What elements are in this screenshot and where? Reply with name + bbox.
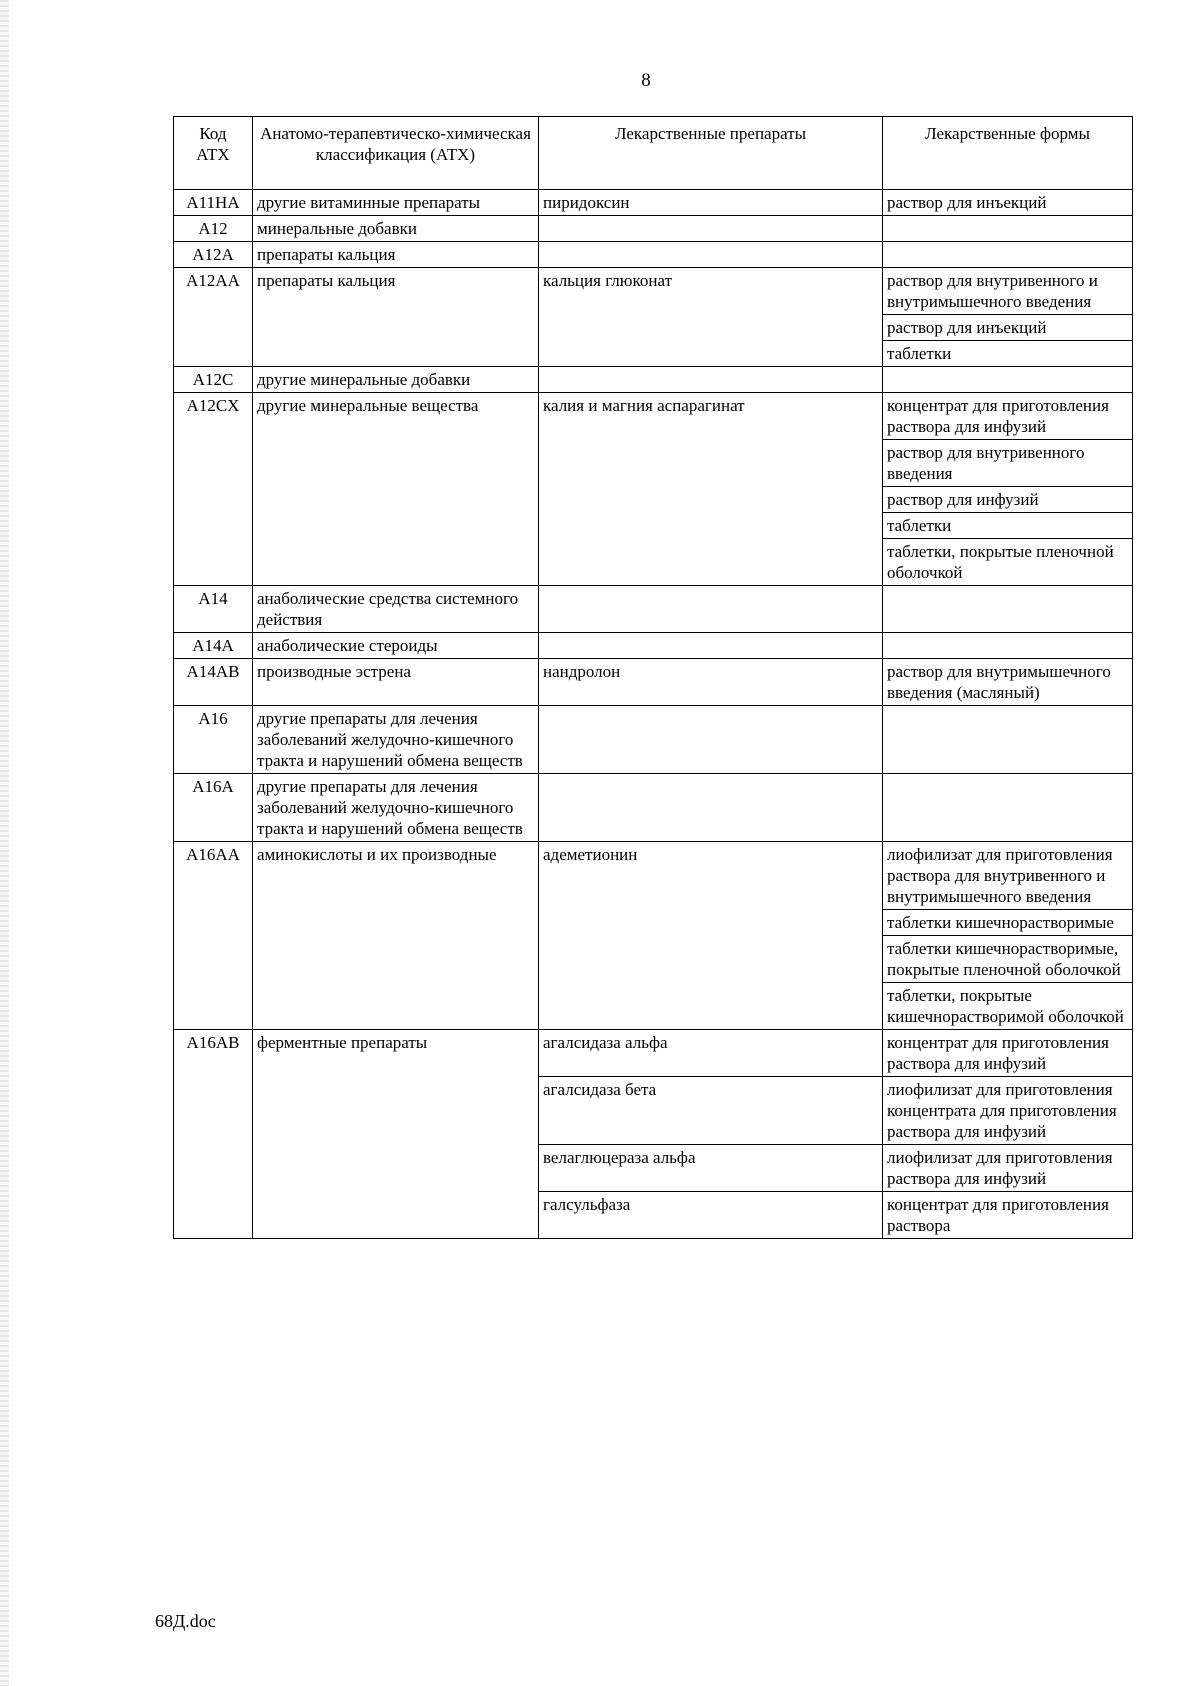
atx-classification: препараты кальция — [253, 242, 539, 268]
table-row — [174, 393, 1133, 440]
header-drugs-label: Лекарственные препараты — [614, 124, 807, 143]
dosage-form: раствор для инфузий — [883, 487, 1133, 513]
atx-classification: ферментные препараты — [253, 1030, 539, 1239]
atx-code: A16 — [174, 706, 253, 774]
drug-name — [539, 367, 883, 393]
drug-name: кальция глюконат — [539, 268, 883, 367]
atx-code: A12 — [174, 216, 253, 242]
dosage-form: таблетки — [883, 341, 1133, 367]
dosage-form — [883, 706, 1133, 774]
atx-code: A14A — [174, 633, 253, 659]
table-row — [174, 586, 1133, 633]
dosage-form: раствор для внутривенного и внутримышечного введения — [883, 268, 1133, 315]
drug-name: калия и магния аспарагинат — [539, 393, 883, 586]
table-row — [174, 842, 1133, 910]
dosage-form — [883, 633, 1133, 659]
table-row — [174, 774, 1133, 842]
atx-classification: аминокислоты и их производные — [253, 842, 539, 1030]
atx-code: A16A — [174, 774, 253, 842]
drug-name — [539, 774, 883, 842]
table-row — [174, 190, 1133, 216]
table-row — [174, 242, 1133, 268]
atx-classification: производные эстрена — [253, 659, 539, 706]
drug-name: галсульфаза — [539, 1192, 883, 1239]
header-drugs — [539, 117, 883, 190]
drug-name: агалсидаза бета — [539, 1077, 883, 1145]
dosage-form: лиофилизат для приготовления раствора для инфузий — [883, 1145, 1133, 1192]
atx-classification: препараты кальция — [253, 268, 539, 367]
header-forms — [883, 117, 1133, 190]
table-row — [174, 659, 1133, 706]
drug-name: нандролон — [539, 659, 883, 706]
drug-name — [539, 242, 883, 268]
header-classification — [253, 117, 539, 190]
dosage-form: раствор для инъекций — [883, 190, 1133, 216]
dosage-form: концентрат для приготовления раствора для инфузий — [883, 1030, 1133, 1077]
dosage-form — [883, 242, 1133, 268]
drug-name — [539, 216, 883, 242]
drug-name: пиридоксин — [539, 190, 883, 216]
dosage-form — [883, 367, 1133, 393]
atx-code: A12AA — [174, 268, 253, 367]
table-row — [174, 268, 1133, 315]
dosage-form: таблетки, покрытые кишечнорастворимой оболочкой — [883, 983, 1133, 1030]
header-classification-label: Анатомо-терапевтическо-химическая классификация (АТХ) — [260, 124, 531, 164]
atx-classification: минеральные добавки — [253, 216, 539, 242]
drug-name: велаглюцераза альфа — [539, 1145, 883, 1192]
table-row — [174, 367, 1133, 393]
atx-classification: анаболические стероиды — [253, 633, 539, 659]
dosage-form: таблетки, покрытые пленочной оболочкой — [883, 539, 1133, 586]
header-code-label: Код АТХ — [196, 124, 230, 164]
drug-name — [539, 586, 883, 633]
header-row — [174, 117, 1133, 190]
dosage-form: раствор для внутримышечного введения (масляный) — [883, 659, 1133, 706]
dosage-form: таблетки кишечнорастворимые — [883, 910, 1133, 936]
table-row — [174, 633, 1133, 659]
dosage-form: раствор для внутривенного введения — [883, 440, 1133, 487]
drug-name: адеметионин — [539, 842, 883, 1030]
atx-classification: другие препараты для лечения заболеваний желудочно-кишечного тракта и нарушений обмена веществ — [253, 774, 539, 842]
page-number: 8 — [641, 70, 651, 91]
atx-code: A12CX — [174, 393, 253, 586]
atx-classification: другие витаминные препараты — [253, 190, 539, 216]
atx-classification: анаболические средства системного действия — [253, 586, 539, 633]
atx-code: A14 — [174, 586, 253, 633]
atx-classification: другие минеральные вещества — [253, 393, 539, 586]
atx-classification: другие минеральные добавки — [253, 367, 539, 393]
atx-code: A11HA — [174, 190, 253, 216]
atx-code: A16AA — [174, 842, 253, 1030]
drug-name — [539, 633, 883, 659]
header-forms-label: Лекарственные формы — [925, 124, 1090, 143]
header-code — [174, 117, 253, 190]
dosage-form — [883, 774, 1133, 842]
scan-edge — [0, 0, 9, 1686]
dosage-form: концентрат для приготовления раствора — [883, 1192, 1133, 1239]
drug-name: агалсидаза альфа — [539, 1030, 883, 1077]
atx-code: A14AB — [174, 659, 253, 706]
dosage-form: концентрат для приготовления раствора для инфузий — [883, 393, 1133, 440]
dosage-form: таблетки кишечнорастворимые, покрытые пленочной оболочкой — [883, 936, 1133, 983]
atx-code: A12C — [174, 367, 253, 393]
atx-code: A16AB — [174, 1030, 253, 1239]
dosage-form: таблетки — [883, 513, 1133, 539]
atx-table — [173, 116, 1133, 1239]
dosage-form — [883, 586, 1133, 633]
table-row — [174, 706, 1133, 774]
drug-name — [539, 706, 883, 774]
atx-classification: другие препараты для лечения заболеваний желудочно-кишечного тракта и нарушений обмена веществ — [253, 706, 539, 774]
atx-code: A12A — [174, 242, 253, 268]
table-row — [174, 1030, 1133, 1077]
dosage-form: лиофилизат для приготовления концентрата для приготовления раствора для инфузий — [883, 1077, 1133, 1145]
table-row — [174, 216, 1133, 242]
dosage-form — [883, 216, 1133, 242]
footer-filename: 68Д.doc — [155, 1611, 216, 1631]
dosage-form: раствор для инъекций — [883, 315, 1133, 341]
dosage-form: лиофилизат для приготовления раствора для внутривенного и внутримышечного введения — [883, 842, 1133, 910]
